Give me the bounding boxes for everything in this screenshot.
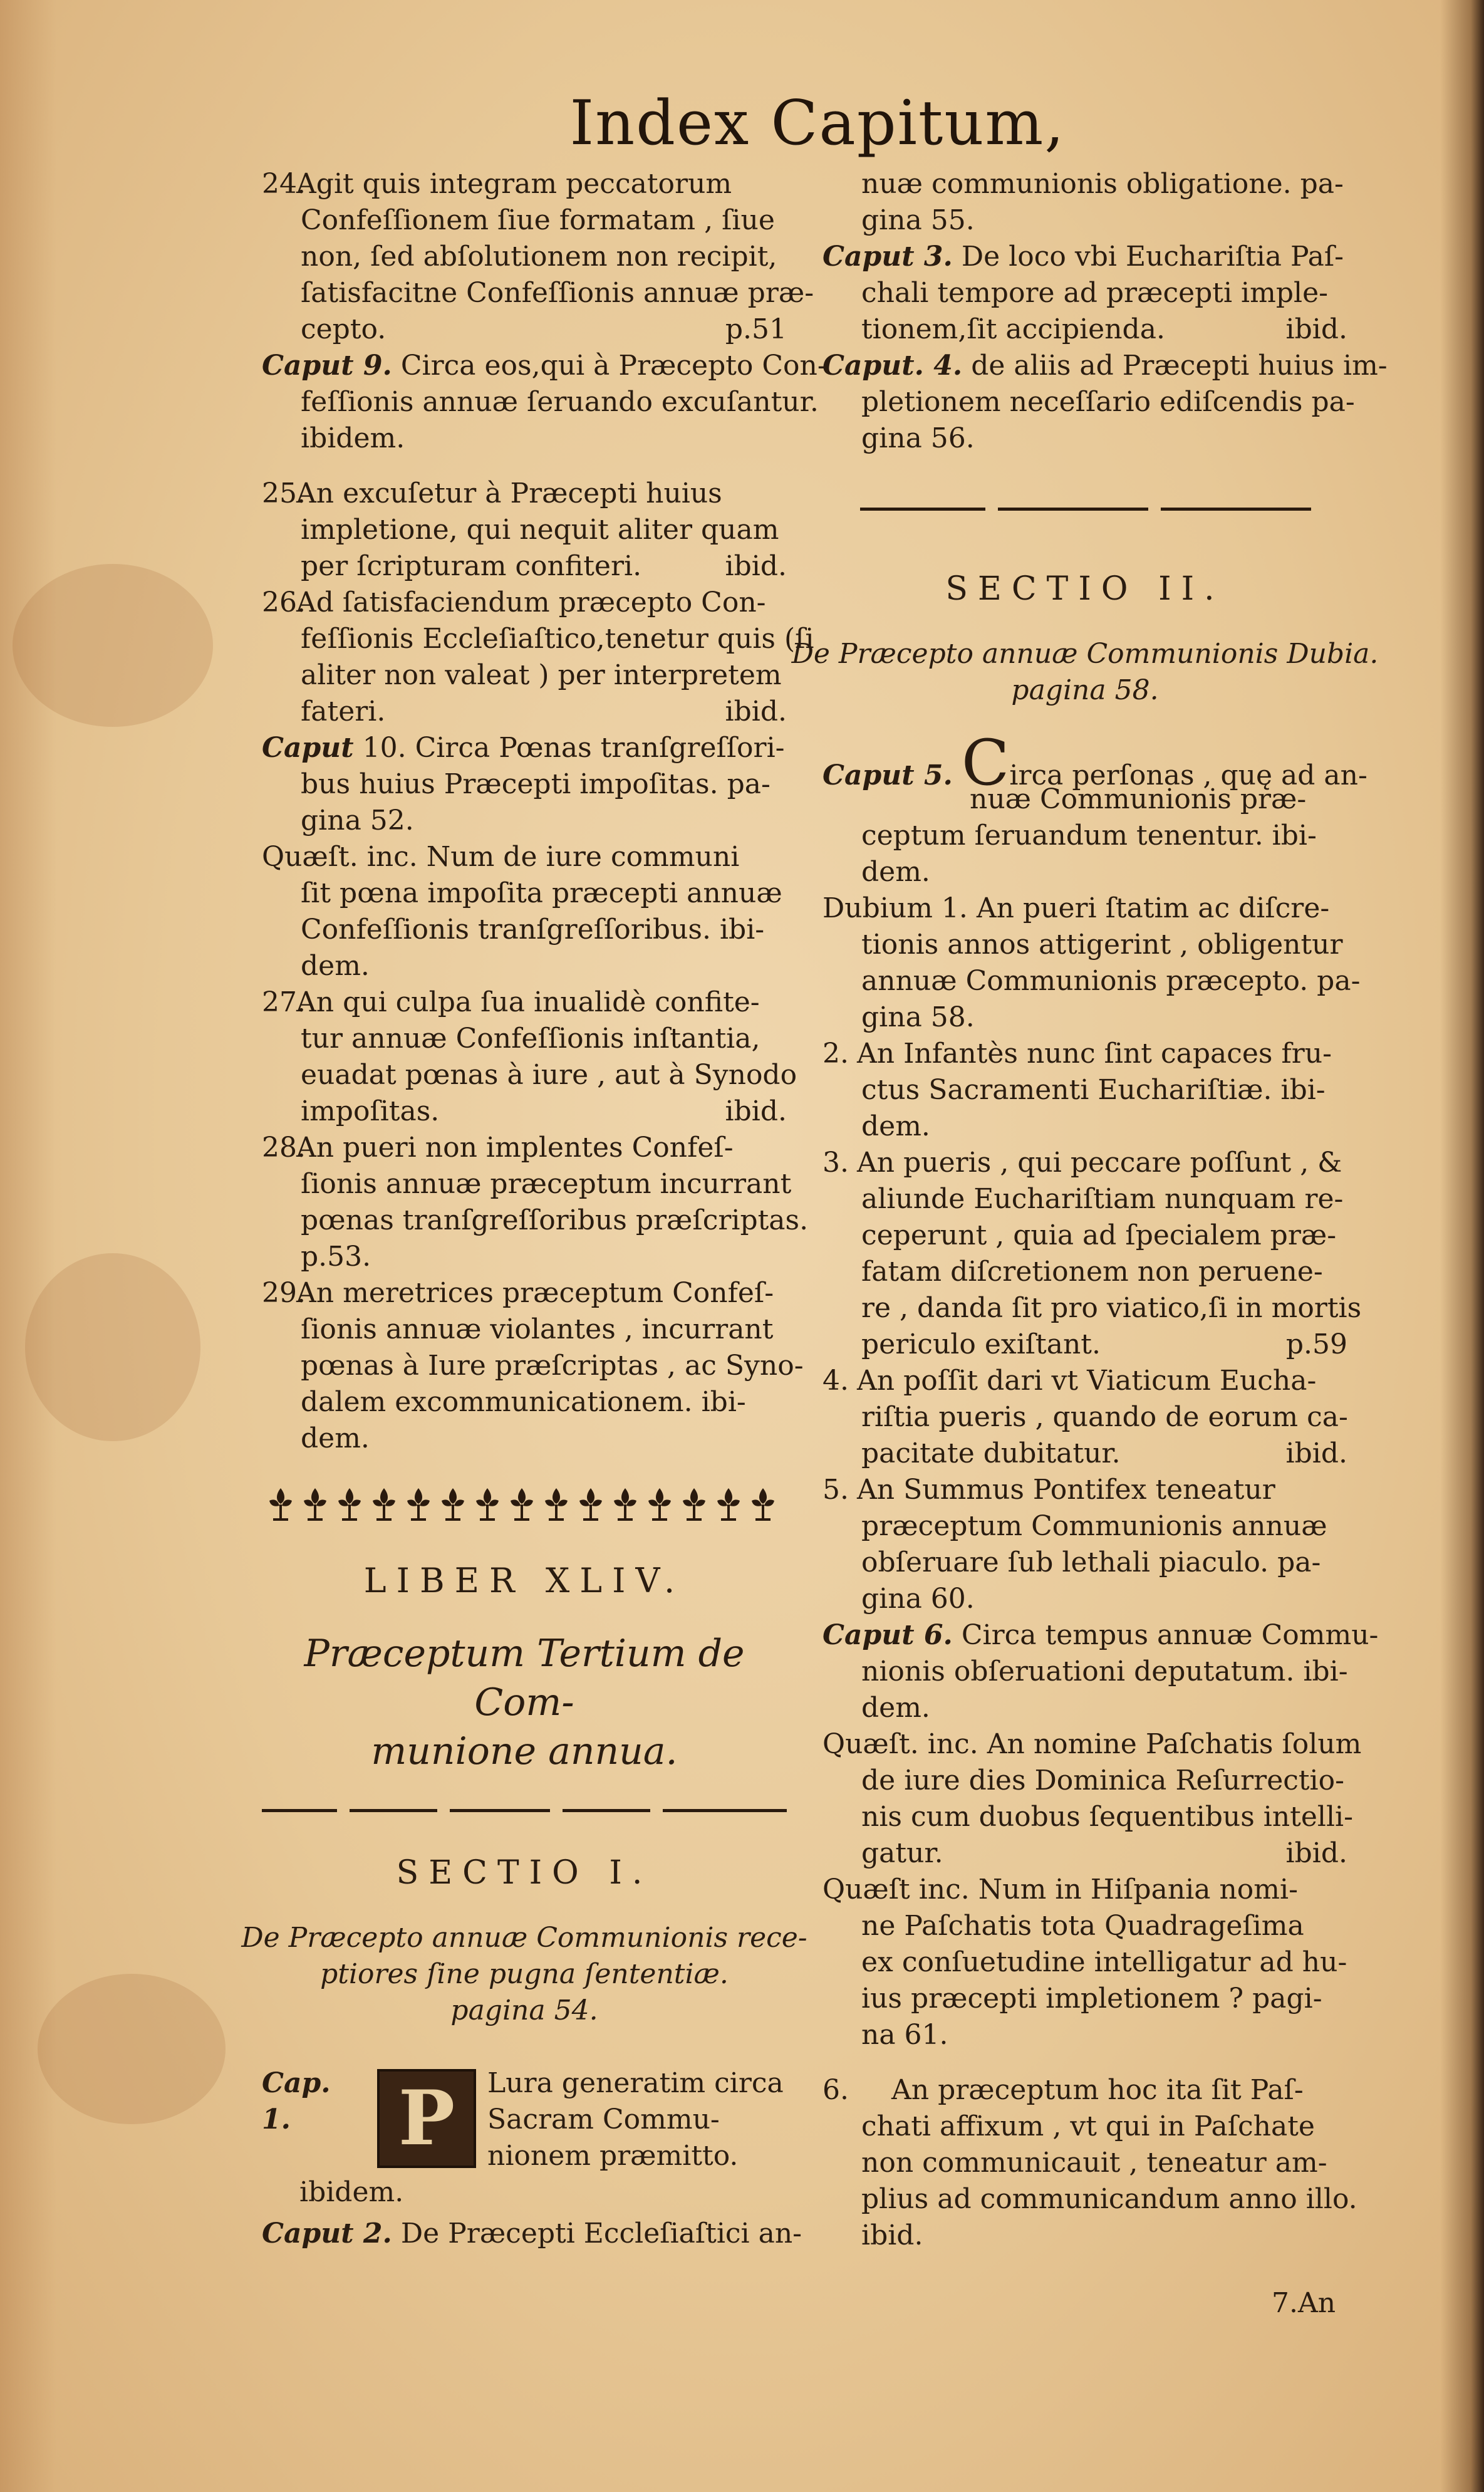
catchword: 7.An [1272,2287,1336,2319]
caput-3: Caput 3. De loco vbi Euchariſtia Paſ- chali tempore ad præcepti imple- tionem,ſit accipienda. ibid. [822,241,1347,345]
page-title: Index Capitum, [569,88,1066,159]
section-heading: SECTIO II. [945,570,1225,608]
caput-9: Caput 9. Circa eos,qui à Præcepto Con- feſſionis annuæ ſeruando excuſantur. ibidem. [262,350,827,454]
foxing-stain [38,1974,226,2124]
caput-2-continued: nuæ communionis obligatione. pa- gina 55. [861,168,1344,236]
caput-10: Caput 10. Circa Pœnas tranſgreſſori- bus huius Præcepti impoſitas. pa- gina 52. [262,732,785,837]
liber-heading: LIBER XLIV. [363,1561,685,1600]
dashed-rule [822,493,1347,524]
drop-cap-letter: P [377,2069,476,2168]
quaestio-right-1: Quæſt. inc. An nomine Paſchatis ſolum de iure dies Dominica Reſurrectio- nis cum duobus ſequentibus intelli- gatur. ibid. [822,1728,1362,1869]
dubium-1: Dubium 1. An pueri ſtatim ac diſcre- tionis annos attigerint , obligentur annuæ Communionis præcepto. pa- gina 58. [822,892,1361,1033]
right-column [791,166,1388,2254]
dashed-rule [262,1795,787,1826]
left-column [241,166,827,2252]
caput-6: Caput 6. Circa tempus annuæ Commu- nionis obſeruationi deputatum. ibi- dem. [822,1619,1379,1724]
entry-27: 27. An qui culpa ſua inualidè confite- tur annuæ Confeſſionis inſtantia, euadat pœnas à iure , aut à Synodo impoſitas. ibid. [262,986,797,1127]
dubium-3: 3. An pueris , qui peccare poſſunt , & aliunde Euchariſtiam nunquam re- ceperunt , quia ad ſpecialem præ- fatam diſcretionem non peruene- re , danda ſit pro viatico,ſi in mortis periculo exiſtant. p.59 [822,1147,1362,1360]
caput-2: Caput 2. De Præcepti Eccleſiaſtici an- [262,2218,802,2250]
caput-1: Cap. 1. P Lura generatim circa Sacram Commu- nionem præmitto. ibidem. [262,2067,784,2208]
dubium-5: 5. An Summus Pontifex teneatur præceptum Communionis annuæ obſeruare ſub lethali piaculo. pa- gina 60. [822,1474,1327,1615]
fleuron-ornament [262,1476,787,1532]
entry-28: 28. An pueri non implentes Confeſ- ſionis annuæ præceptum incurrant pœnas tranſgreſſoribus præſcriptas. p.53. [262,1132,809,1273]
entry-24: 24.Agit quis integram peccatorum Confeſſionem ſiue formatam , ſiue non, ſed abſolutionem non recipit, ſatisfacitne Confeſſionis annuæ præ- cepto. p.51 [262,166,787,348]
foxing-stain [25,1253,200,1441]
entry-26: 26. Ad ſatisfaciendum præcepto Con- feſſionis Eccleſiaſtico,tenetur quis (ſi aliter non valeat ) per interpretem fateri. ibid. [262,587,814,727]
section-description: De Præcepto annuæ Communionis Dubia. pagina 58. [791,638,1379,706]
foxing-stain [13,564,213,727]
large-initial: C [961,726,1010,800]
dubium-2: 2. An Infantès nunc ſint capaces fru- ctus Sacramenti Euchariſtiæ. ibi- dem. [822,1038,1332,1142]
caput-5: Caput 5. C irca perſonas , quę ad an- nuæ Communionis præ- ceptum ſeruandum tenentur. ibi- dem. [822,726,1367,888]
caput-4: Caput. 4. de aliis ad Præcepti huius im- pletionem neceſſario ediſcendis pa- gina 56. [822,350,1388,454]
page-shadow-left [0,0,56,2492]
praeceptum-subtitle: Præceptum Tertium de Com- munione annua. [304,1632,745,1773]
dubium-6: 6. An præceptum hoc ita ſit Paſ- chati affixum , vt qui in Paſchate non communicauit , teneatur am- plius ad communicandum anno illo. ibid. [822,2074,1357,2251]
entry-number: 24. [262,168,306,200]
quaestio-right-2: Quæſt inc. Num in Hiſpania nomi- ne Paſchatis tota Quadrageſima ex conſuetudine intelligatur ad hu- ius præcepti impletionem ? pagi- na 61. [822,1874,1347,2051]
dubium-4: 4. An poſſit dari vt Viaticum Eucha- riſtia pueris , quando de eorum ca- pacitate dubitatur. ibid. [822,1365,1348,1469]
page-shadow-right [1440,0,1484,2492]
entry-29: 29. An meretrices præceptum Confeſ- ſionis annuæ violantes , incurrant pœnas à Iure præſcriptas , ac Syno- dalem excommunicationem. ibi- dem. [262,1277,804,1454]
section-description: De Præcepto annuæ Communionis rece- ptiores ſine pugna ſententiæ. pagina 54. [241,1922,807,2026]
quaestio-left: Quæſt. inc. Num de iure communi ſit pœna impoſita præcepti annuæ Confeſſionis tranſgreſſoribus. ibi- dem. [262,841,782,982]
entry-25: 25. An excuſetur à Præcepti huius impletione, qui nequit aliter quam per ſcripturam confiteri. ibid. [262,477,787,582]
section-heading: SECTIO I. [396,1854,653,1892]
